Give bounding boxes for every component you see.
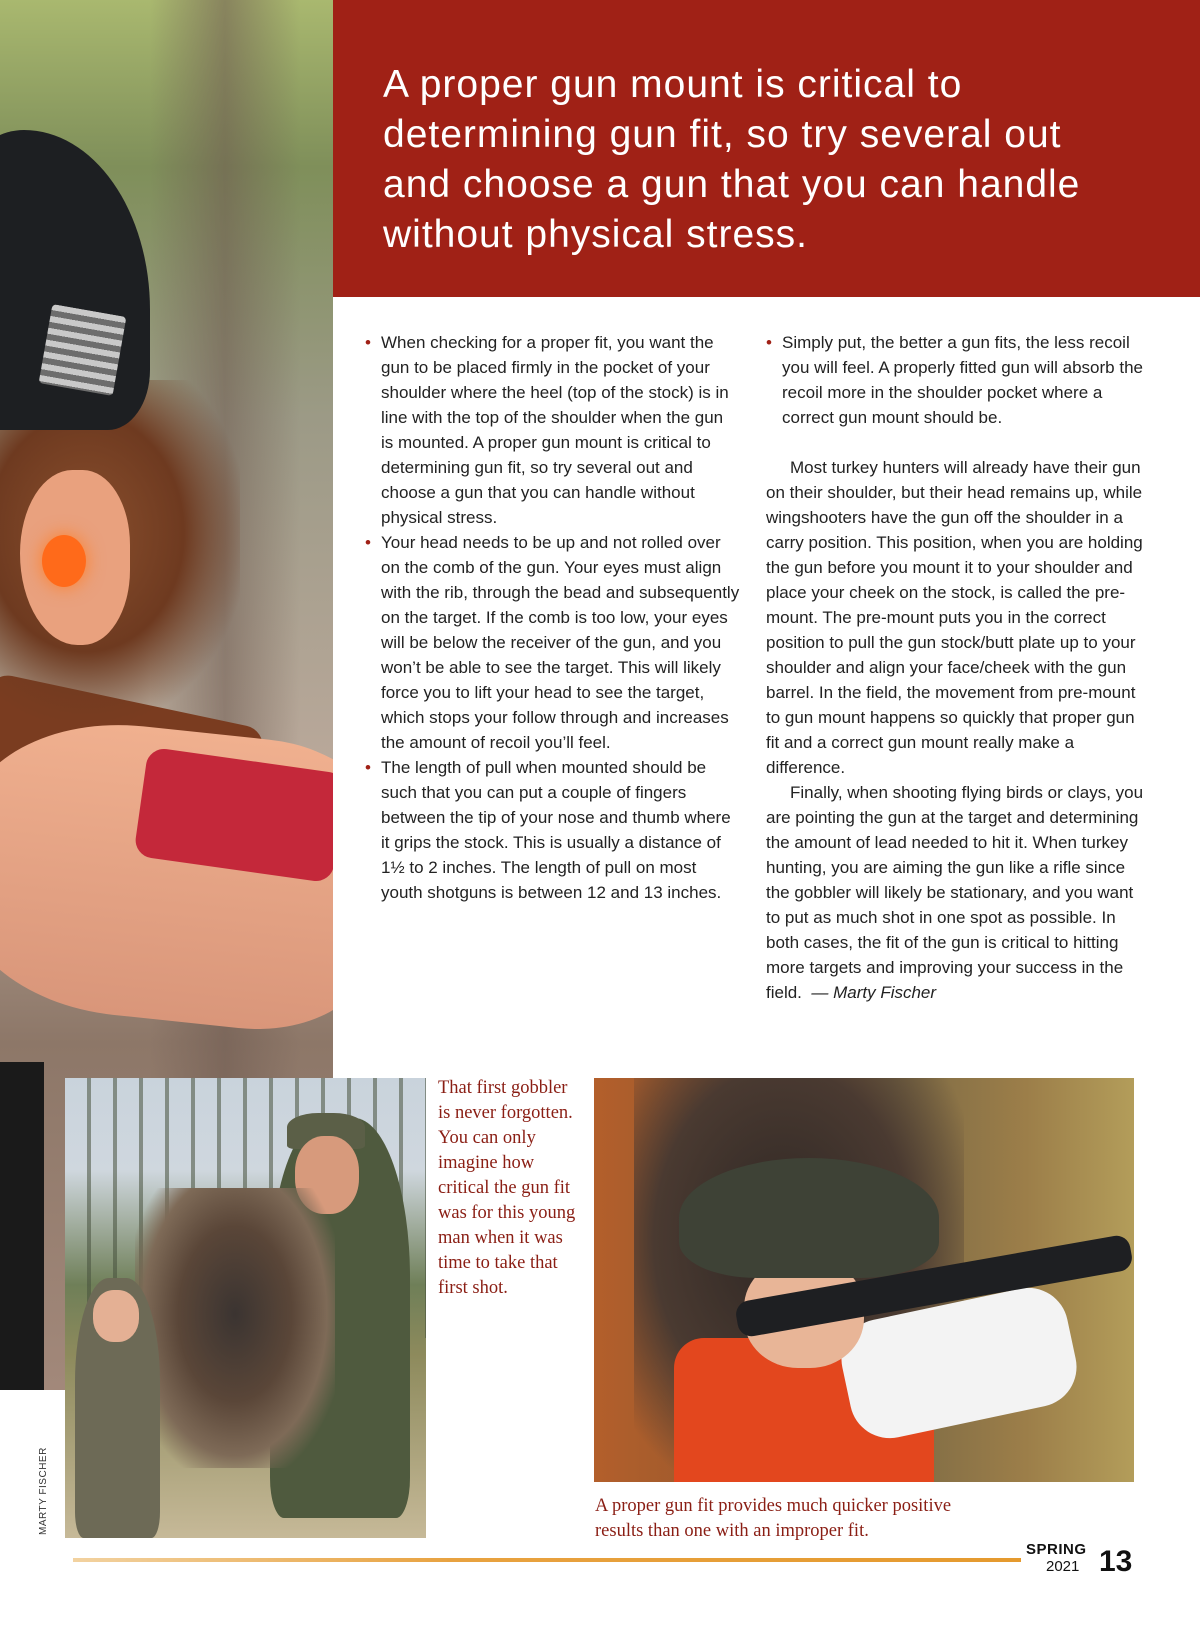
photo-young-shooter-aiming <box>594 1078 1134 1482</box>
young-hunter-face <box>93 1290 139 1342</box>
author-signature: — Marty Fischer <box>811 983 937 1002</box>
list-item-text: Simply put, the better a gun fits, the less recoil you will feel. A properly fitted gun will absorb the recoil more in the shoulder pocket where a correct gun mount should be. <box>782 333 1143 427</box>
pull-quote-banner <box>333 0 1200 297</box>
hero-photo-edge <box>0 1062 44 1390</box>
bullet-icon: • <box>365 758 371 777</box>
footer-season: SPRING <box>1026 1541 1087 1558</box>
body-paragraph-text: Finally, when shooting flying birds or clays, you are pointing the gun at the target and determining the amount of lead needed to hit it. When turkey hunting, you are aiming the gun like a rifle since the gobbler will likely be stationary, and you want to put as much shot in one spot as possible. In both cases, the fit of the gun is critical to hitting more targets and improving your success in the field. <box>766 783 1144 1002</box>
bullet-icon: • <box>365 333 371 352</box>
tip-list <box>766 330 1146 430</box>
list-item-text: Your head needs to be up and not rolled over on the comb of the gun. Your eyes must align with the rib, through the bead and subsequently on the target. If the comb is too low, your eyes will be below the receiver of the gun, and you won’t be able to see the target. This will likely force you to lift your head to see the target, which stops your follow through and increases the amount of recoil you’ll feel. <box>381 533 740 752</box>
article-column-right <box>766 330 1146 1005</box>
photo-caption-right: A proper gun fit provides much quicker positive results than one with an improper fit. <box>595 1496 952 1541</box>
tip-list <box>365 330 740 905</box>
bullet-icon: • <box>766 333 772 352</box>
list-item <box>365 530 740 755</box>
list-item <box>365 330 740 530</box>
ear-plug <box>42 535 86 587</box>
shooter-hat <box>679 1158 939 1278</box>
list-item <box>766 330 1146 430</box>
body-paragraph: Most turkey hunters will already have their gun on their shoulder, but their head remains up, while wingshooters have the gun off the shoulder in a carry position. This position, when you are holding the gun before you mount it to your shoulder and place your cheek on the stock, is called the pre-mount. The pre-mount puts you in the correct position to pull the gun stock/butt plate up to your shoulder and align your face/cheek with the gun barrel. In the field, the movement from pre-mount to gun mount happens so quickly that proper gun fit and a correct gun mount really make a difference. <box>766 458 1143 777</box>
footer-rule <box>73 1558 1021 1562</box>
photo-credit: MARTY FISCHER <box>38 1447 49 1535</box>
pull-quote: A proper gun mount is critical to determining gun fit, so try several out and choose a gun that you can handle without physical stress. <box>383 63 1081 256</box>
list-item-text: When checking for a proper fit, you want the gun to be placed firmly in the pocket of your shoulder where the heel (top of the stock) is in line with the top of the shoulder when the gun is mounted. A proper gun mount is critical to determining gun fit, so try several out and choose a gun that you can handle without physical stress. <box>381 333 729 527</box>
bullet-icon: • <box>365 533 371 552</box>
turkey <box>135 1188 335 1468</box>
list-item <box>365 755 740 905</box>
list-item-text: The length of pull when mounted should be such that you can put a couple of fingers between the tip of your nose and thumb where it grips the stock. This is usually a distance of 1½ to 2 inches. The length of pull on most youth shotguns is between 12 and 13 inches. <box>381 758 731 902</box>
photo-caption-left: That first gobbler is never forgotten. You can only imagine how critical the gun fit was for this young man when it was time to take that first shot. <box>438 1078 576 1298</box>
page-number: 13 <box>1099 1545 1133 1578</box>
photo-father-son-turkey <box>65 1078 426 1538</box>
flag-patch-icon <box>39 304 127 396</box>
footer-year: 2021 <box>1046 1558 1080 1575</box>
article-column-left <box>365 330 740 905</box>
body-paragraph-final <box>766 780 1146 1005</box>
